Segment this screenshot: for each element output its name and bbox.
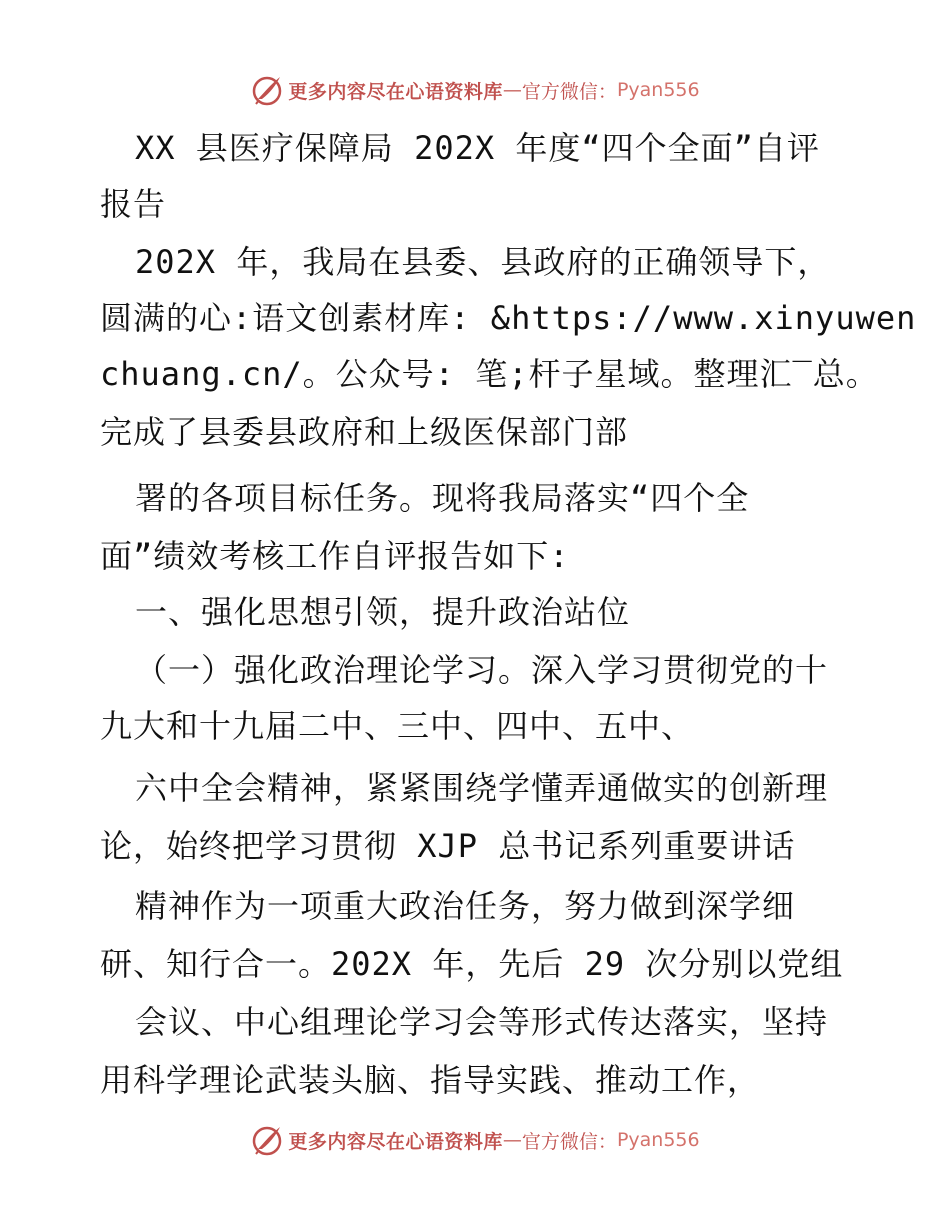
- footer-banner: [0, 1120, 950, 1160]
- paragraph-line: chuang.cn/。公众号: 笔;杆子星域。整理汇‾总。: [100, 355, 879, 393]
- banner-handle: Pyan556: [616, 79, 700, 101]
- banner-separator: —: [502, 1129, 522, 1151]
- paragraph-line: 会议、中心组理论学习会等形式传达落实，坚持: [135, 1003, 829, 1041]
- document-title-line-1: XX 县医疗保障局 202X 年度“四个全面”自评: [135, 129, 820, 167]
- paragraph-line: 完成了县委县政府和上级医保部门部: [100, 413, 629, 451]
- paragraph-line: （一）强化政治理论学习。深入学习贯彻党的十: [135, 651, 829, 689]
- banner-handle: Pyan556: [616, 1129, 700, 1151]
- banner-contact-text: 官方微信：: [521, 80, 617, 103]
- header-banner: [0, 70, 950, 110]
- banner-separator: —: [502, 79, 522, 101]
- paragraph-line: 圆满的心:语文创素材库: &https://www.xinyuwen: [100, 299, 917, 337]
- paragraph-line: 六中全会精神，紧紧围绕学懂弄通做实的创新理: [135, 769, 829, 807]
- banner-contact-text: 官方微信：: [521, 1130, 617, 1153]
- section-heading: 一、强化思想引领，提升政治站位: [135, 593, 631, 631]
- paragraph-line: 精神作为一项重大政治任务，努力做到深学细: [135, 887, 796, 925]
- paragraph-line: 九大和十九届二中、三中、四中、五中、: [100, 707, 695, 745]
- banner-brand-text: 更多内容尽在心语资料库: [288, 1130, 503, 1153]
- paragraph-line: 研、知行合一。202X 年，先后 29 次分别以党组: [100, 945, 844, 983]
- feather-pen-logo-icon: [250, 1123, 284, 1157]
- paragraph-line: 论，始终把学习贯彻 XJP 总书记系列重要讲话: [100, 827, 796, 865]
- paragraph-line: 署的各项目标任务。现将我局落实“四个全: [135, 479, 750, 517]
- banner-brand-text: 更多内容尽在心语资料库: [288, 80, 503, 103]
- paragraph-line: 202X 年，我局在县委、县政府的正确领导下，: [135, 243, 831, 281]
- feather-pen-logo-icon: [250, 73, 284, 107]
- paragraph-line: 用科学理论武装头脑、指导实践、推动工作，: [100, 1061, 761, 1099]
- document-title-line-2: 报告: [100, 185, 167, 223]
- paragraph-line: 面”绩效考核工作自评报告如下:: [100, 537, 570, 575]
